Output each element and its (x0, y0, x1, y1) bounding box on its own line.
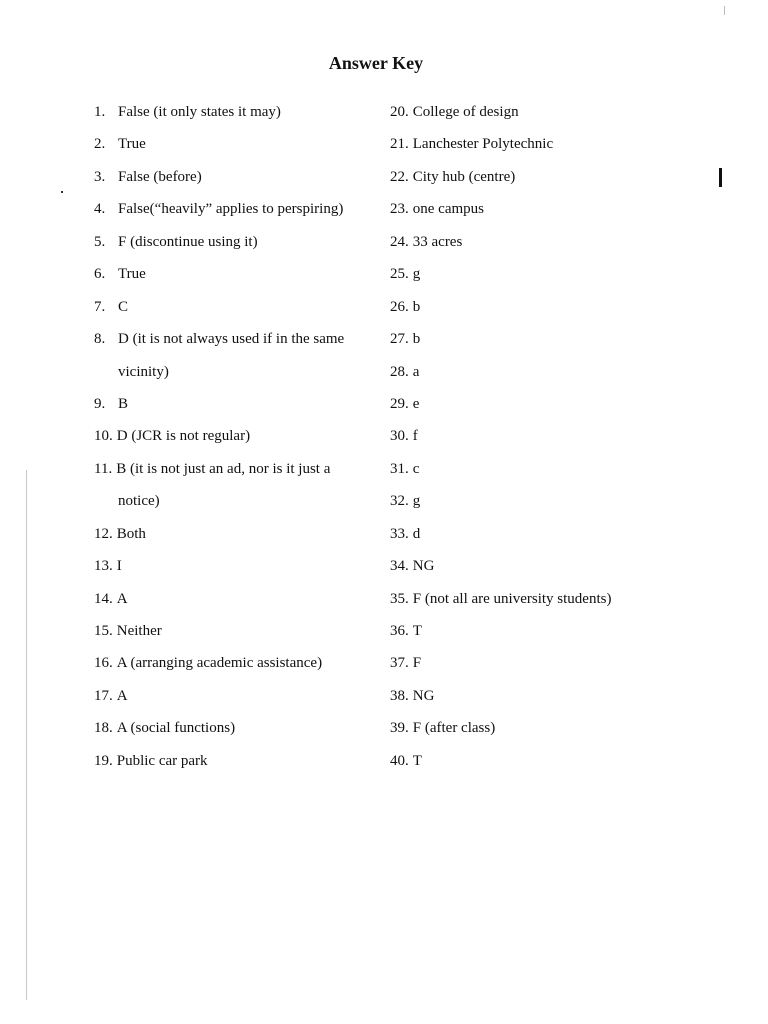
scan-mark (719, 168, 722, 187)
answer-number: 24. (390, 233, 409, 250)
answer-text: False (it only states it may) (118, 104, 281, 120)
answer-item (390, 393, 690, 425)
answer-number: 9. (94, 395, 106, 412)
answer-item (94, 101, 384, 133)
answer-number: 18. (94, 720, 113, 737)
answer-number: 10. (94, 428, 113, 445)
answer-text: C (118, 298, 129, 315)
answer-item (390, 652, 690, 684)
answer-item (390, 458, 690, 490)
answer-number: 17. (94, 687, 113, 704)
answer-column-right (390, 101, 690, 782)
answer-number: 5. (94, 233, 106, 250)
scan-edge-line (26, 470, 27, 1000)
answer-number: 34. (390, 558, 409, 575)
answer-text: A (116, 687, 128, 704)
answer-text: d (412, 525, 421, 542)
answer-item (94, 685, 384, 717)
answer-text: False(“heavily” applies to perspiring) (118, 201, 344, 218)
answer-item (390, 231, 690, 263)
answer-text: Public car park (116, 752, 208, 769)
answer-number: 39. (390, 720, 409, 737)
answer-item (94, 620, 384, 652)
answer-item (390, 133, 690, 165)
answer-number: 7. (94, 298, 106, 315)
answer-item (94, 555, 384, 587)
answer-item (390, 523, 690, 555)
answer-number: 37. (390, 655, 409, 672)
page-title: Answer Key (328, 53, 424, 74)
answer-number: 13. (94, 558, 113, 575)
answer-text: f (412, 428, 418, 445)
answer-number: 1. (94, 104, 106, 120)
answer-item (94, 166, 384, 198)
answer-item (390, 555, 690, 587)
answer-text: I (116, 558, 122, 575)
answer-item (94, 458, 384, 490)
answer-text: T (412, 752, 422, 769)
answer-item (94, 263, 384, 295)
answer-text: F (after class) (412, 720, 496, 737)
answer-number: 29. (390, 395, 409, 412)
answer-item (390, 296, 690, 328)
answer-number: 27. (390, 331, 409, 348)
answer-number: 11. (94, 460, 113, 477)
answer-text: NG (412, 558, 435, 575)
answer-item (94, 425, 384, 457)
answer-text: F (412, 655, 422, 672)
answer-text: City hub (centre) (412, 168, 516, 185)
answer-text: A (social functions) (116, 720, 236, 737)
answer-text: one campus (412, 201, 484, 218)
answer-item (94, 490, 384, 522)
answer-text: g (412, 493, 421, 510)
answer-item (94, 231, 384, 263)
answer-text: a (412, 363, 420, 380)
answer-number: 15. (94, 623, 113, 639)
answer-number: 2. (94, 136, 106, 153)
answer-text: F (discontinue using it) (118, 233, 258, 250)
answer-text: g (412, 266, 421, 283)
answer-text: Neither (116, 623, 162, 639)
answer-number: 3. (94, 168, 106, 185)
answer-text: e (412, 395, 420, 412)
answer-item (94, 652, 384, 684)
answer-item (390, 750, 690, 782)
answer-item (390, 425, 690, 457)
answer-item (390, 717, 690, 749)
answer-number: 8. (94, 331, 106, 348)
answer-text: Both (116, 525, 146, 542)
answer-item (390, 166, 690, 198)
answer-item (94, 328, 384, 360)
answer-item (94, 133, 384, 165)
answer-text: NG (412, 687, 435, 704)
answer-text: 33 acres (412, 233, 463, 250)
answer-number: 25. (390, 266, 409, 283)
answer-text: True (118, 136, 146, 153)
answer-text: b (412, 298, 421, 315)
answer-number: 31. (390, 460, 409, 477)
answer-item (390, 198, 690, 230)
answer-number: 22. (390, 168, 409, 185)
answer-text: F (not all are university students) (412, 590, 612, 607)
answer-item (390, 490, 690, 522)
answer-item (390, 101, 690, 133)
answer-number: 14. (94, 590, 113, 607)
answer-number: 36. (390, 623, 409, 639)
answer-item (94, 588, 384, 620)
answer-text-continuation: vicinity) (118, 363, 169, 380)
answer-text: False (before) (118, 168, 202, 185)
answer-number: 33. (390, 525, 409, 542)
answer-number: 38. (390, 687, 409, 704)
answer-item (390, 685, 690, 717)
answer-number: 32. (390, 493, 409, 510)
scan-speck (61, 191, 63, 193)
answer-item (94, 523, 384, 555)
answer-number: 20. (390, 104, 409, 120)
answer-number: 28. (390, 363, 409, 380)
answer-item (94, 750, 384, 782)
answer-number: 26. (390, 298, 409, 315)
answer-text: True (118, 266, 146, 283)
answer-column-left (94, 101, 384, 782)
answer-item (94, 296, 384, 328)
answer-number: 30. (390, 428, 409, 445)
answer-text-continuation: notice) (118, 493, 160, 510)
answer-number: 4. (94, 201, 106, 218)
answer-item (390, 620, 690, 652)
answer-number: 6. (94, 266, 106, 283)
answer-item (94, 393, 384, 425)
answer-item (94, 198, 384, 230)
answer-item (390, 361, 690, 393)
answer-number: 21. (390, 136, 409, 153)
scan-speck-top (724, 6, 725, 15)
answer-number: 12. (94, 525, 113, 542)
answer-number: 23. (390, 201, 409, 218)
answer-text: Lanchester Polytechnic (412, 136, 554, 153)
answer-number: 16. (94, 655, 113, 672)
answer-text: College of design (412, 104, 519, 120)
answer-text: B (it is not just an ad, nor is it just a (116, 460, 331, 477)
answer-item (94, 361, 384, 393)
answer-text: B (118, 395, 129, 412)
answer-text: A (116, 590, 128, 607)
answer-item (390, 328, 690, 360)
answer-text: D (it is not always used if in the same (118, 331, 345, 348)
answer-number: 19. (94, 752, 113, 769)
answer-text: T (412, 623, 422, 639)
answer-item (390, 588, 690, 620)
answer-text: c (412, 460, 420, 477)
answer-number: 35. (390, 590, 409, 607)
answer-item (94, 717, 384, 749)
answer-text: b (412, 331, 421, 348)
answer-number: 40. (390, 752, 409, 769)
answer-text: A (arranging academic assistance) (116, 655, 323, 672)
answer-item (390, 263, 690, 295)
answer-text: D (JCR is not regular) (116, 428, 251, 445)
